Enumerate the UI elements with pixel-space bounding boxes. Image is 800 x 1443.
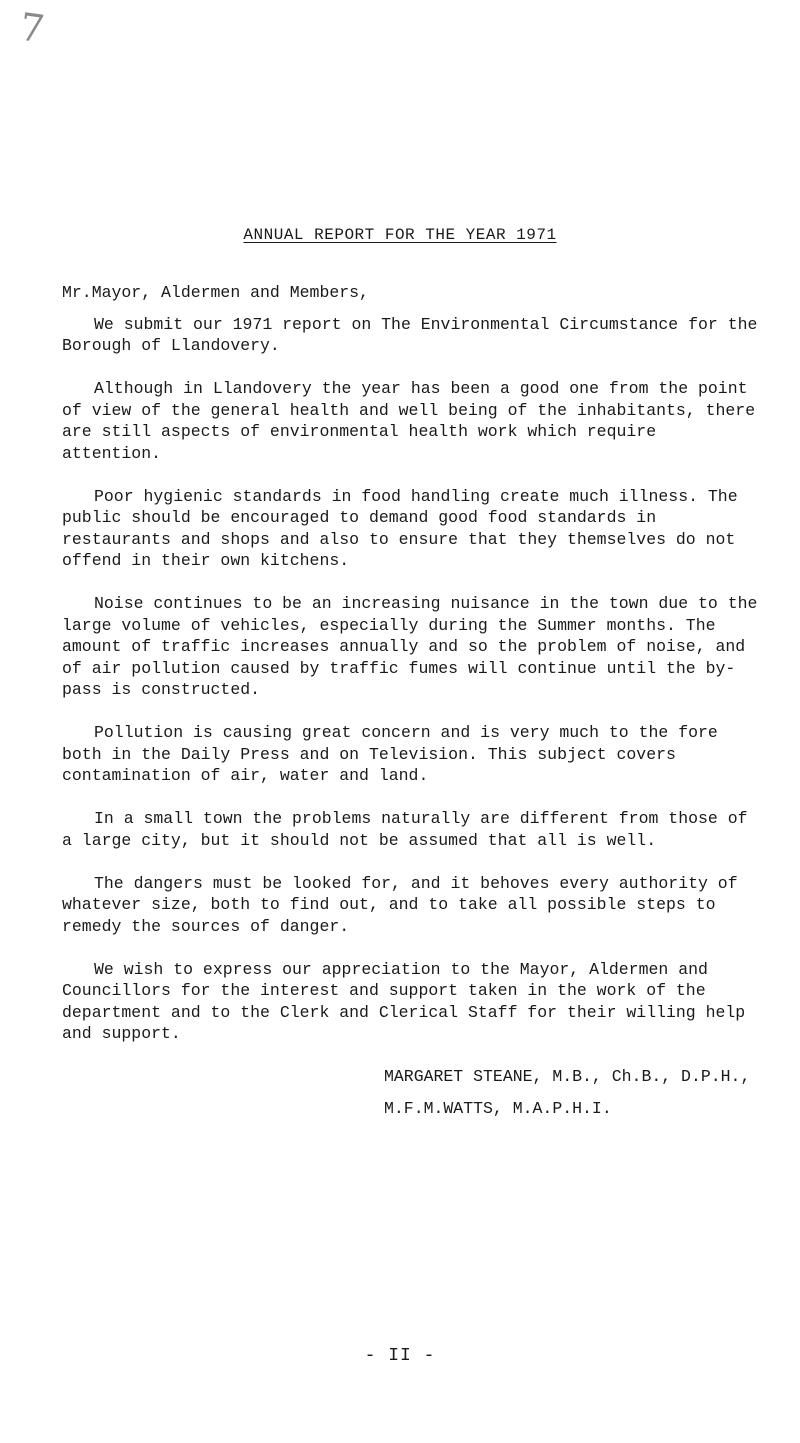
paragraph-overview: Although in Llandovery the year has been a good one from the point of view of the general health and well being of the inhabitants, there are still aspects of environmental health work which require attention. [62,379,756,463]
report-body [62,282,762,1119]
signatory-inspector: M.F.M.WATTS, M.A.P.H.I. [384,1098,612,1118]
salutation: Mr.Mayor, Aldermen and Members, [62,283,369,302]
paragraph-food-hygiene: Poor hygienic standards in food handling create much illness. The public should be encouraged to demand good food standards in restaurants and shops and also to ensure that they themselves do not offend in their own kitchens. [62,486,738,570]
page-number: - II - [364,1346,436,1366]
report-title: ANNUAL REPORT FOR THE YEAR 1971 [243,226,557,244]
corner-mark: 7 [17,4,48,52]
paragraph-pollution: Pollution is causing great concern and is very much to the fore both in the Daily Press and on Television. This subject covers contamination of air, water and land. [62,723,718,785]
paragraph-small-town: In a small town the problems naturally are different from those of a large city, but it should not be assumed that all is well. [62,809,748,850]
paragraph-submission: We submit our 1971 report on The Environmental Circumstance for the Borough of Llandovery. [62,314,758,355]
paragraph-appreciation: We wish to express our appreciation to the Mayor, Aldermen and Councillors for the interest and support taken in the work of the department and to the Clerk and Clerical Staff for their willing help and support. [62,959,746,1043]
paragraph-noise: Noise continues to be an increasing nuisance in the town due to the large volume of vehicles, especially during the Summer months. The amount of traffic increases annually and so the problem of noise, and of air pollution caused by traffic fumes will continue until the by-pass is constructed. [62,594,758,699]
signatory-medical-officer: MARGARET STEANE, M.B., Ch.B., D.P.H., [384,1067,751,1086]
paragraph-dangers: The dangers must be looked for, and it behoves every authority of whatever size, both to find out, and to take all possible steps to remedy the sources of danger. [62,873,738,936]
